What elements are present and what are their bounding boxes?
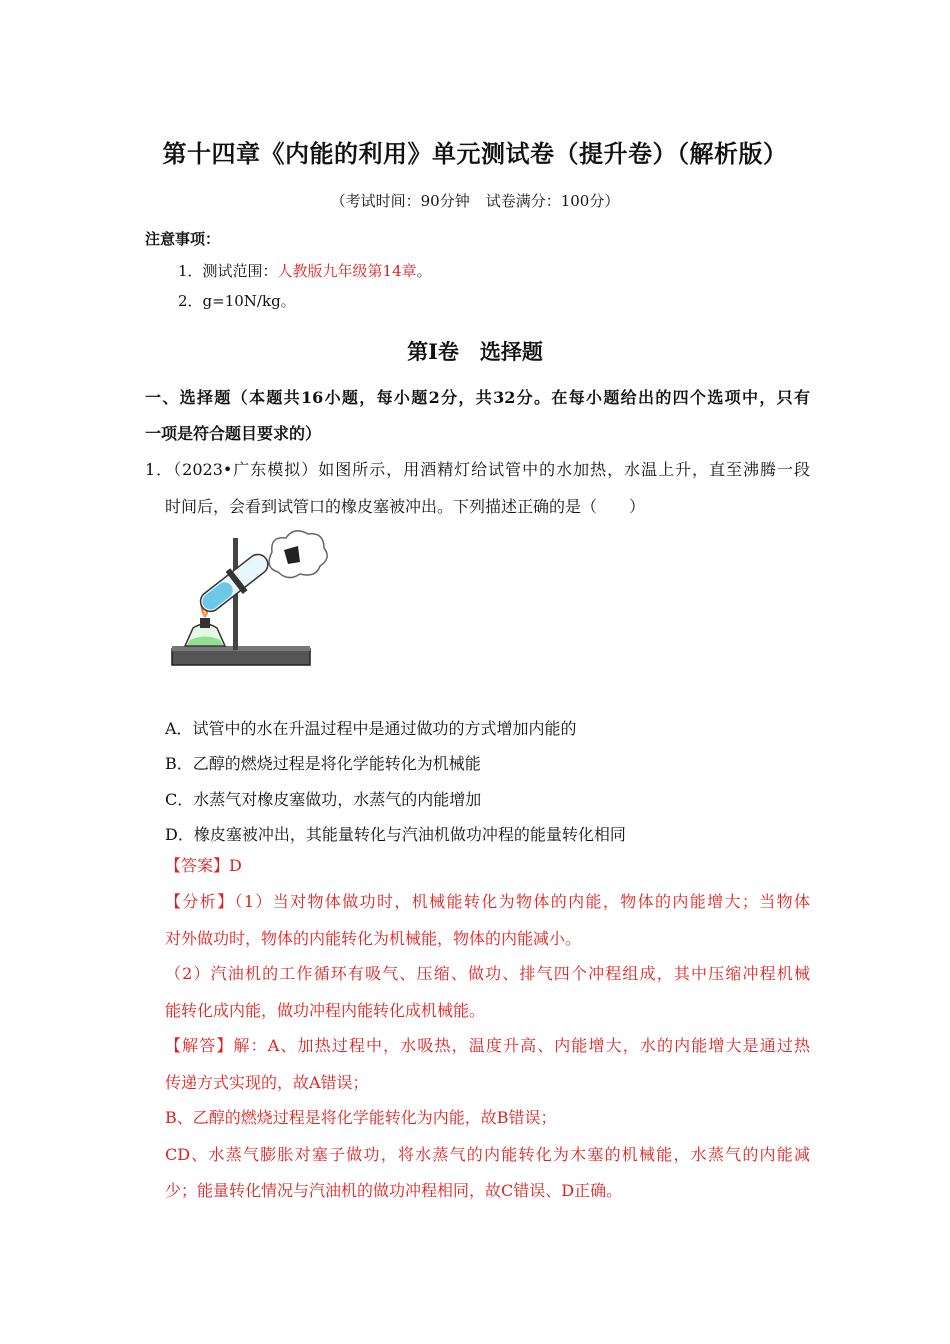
exam-time: （考试时间：90分钟 [330,192,470,210]
notice-item-2: 2．g=10N/kg。 [178,292,296,310]
part-instructions-line-2: 一项是符合题目要求的） [145,424,322,443]
notice-heading: 注意事项： [145,230,221,248]
analysis-text-1: （1）当对物体做功时，机械能转化为物体的内能，物体的内能增大；当物体 [234,892,810,911]
page-title: 第十四章《内能的利用》单元测试卷（提升卷）（解析版） [162,139,788,168]
solution-line-2: 传递方式实现的，故A错误； [165,1073,369,1092]
exam-info [0,190,950,211]
solution-line-4: CD、水蒸气膨胀对塞子做功，将水蒸气的内能转化为木塞的机械能，水蒸气的内能减 [165,1145,810,1164]
solution-label: 【解答】 [165,1036,234,1055]
exam-score: 试卷满分：100分） [485,192,620,210]
analysis-line-1 [165,884,810,920]
solution-line-5: 少；能量转化情况与汽油机的做功冲程相同，故C错误、D正确。 [165,1181,623,1200]
option-d: D．橡皮塞被冲出，其能量转化与汽油机做功冲程的能量转化相同 [165,825,626,844]
option-c: C．水蒸气对橡皮塞做功，水蒸气的内能增加 [165,790,482,809]
answer-line: 【答案】D [165,856,242,875]
analysis-label: 【分析】 [165,892,235,911]
notice-item-1-suffix: 。 [416,262,432,280]
section-title: 第Ⅰ卷 选择题 [407,339,543,364]
solution-text-1: 解：A、加热过程中，水吸热，温度升高、内能增大，水的内能增大是通过热 [233,1036,810,1055]
analysis-line-4: 能转化成内能，做功冲程内能转化成机械能。 [165,1001,486,1020]
part-instructions-line-1: 一、选择题（本题共16小题，每小题2分，共32分。在每小题给出的四个选项中，只有 [145,388,810,407]
notice-item-1 [178,260,432,281]
notice-item-1-prefix: 1．测试范围： [178,262,278,280]
question-1-stem-line-2: 时间后，会看到试管口的橡皮塞被冲出。下列描述正确的是（ ） [165,497,646,516]
analysis-line-2: 对外做功时，物体的内能转化为机械能，物体的内能减小。 [165,929,582,948]
solution-line-1 [165,1028,810,1064]
option-a: A．试管中的水在升温过程中是通过做功的方式增加内能的 [165,719,577,738]
analysis-line-3: （2）汽油机的工作循环有吸气、压缩、做功、排气四个冲程组成，其中压缩冲程机械 [165,964,810,983]
test-tube-heating-diagram [160,528,330,674]
notice-item-1-scope: 人教版九年级第14章 [277,262,417,280]
question-1-stem-line-1: 1．（2023•广东模拟）如图所示，用酒精灯给试管中的水加热，水温上升，直至沸腾一段 [145,460,810,479]
solution-line-3: B、乙醇的燃烧过程是将化学能转化为内能，故B错误； [165,1108,557,1127]
option-b: B．乙醇的燃烧过程是将化学能转化为机械能 [165,754,481,773]
